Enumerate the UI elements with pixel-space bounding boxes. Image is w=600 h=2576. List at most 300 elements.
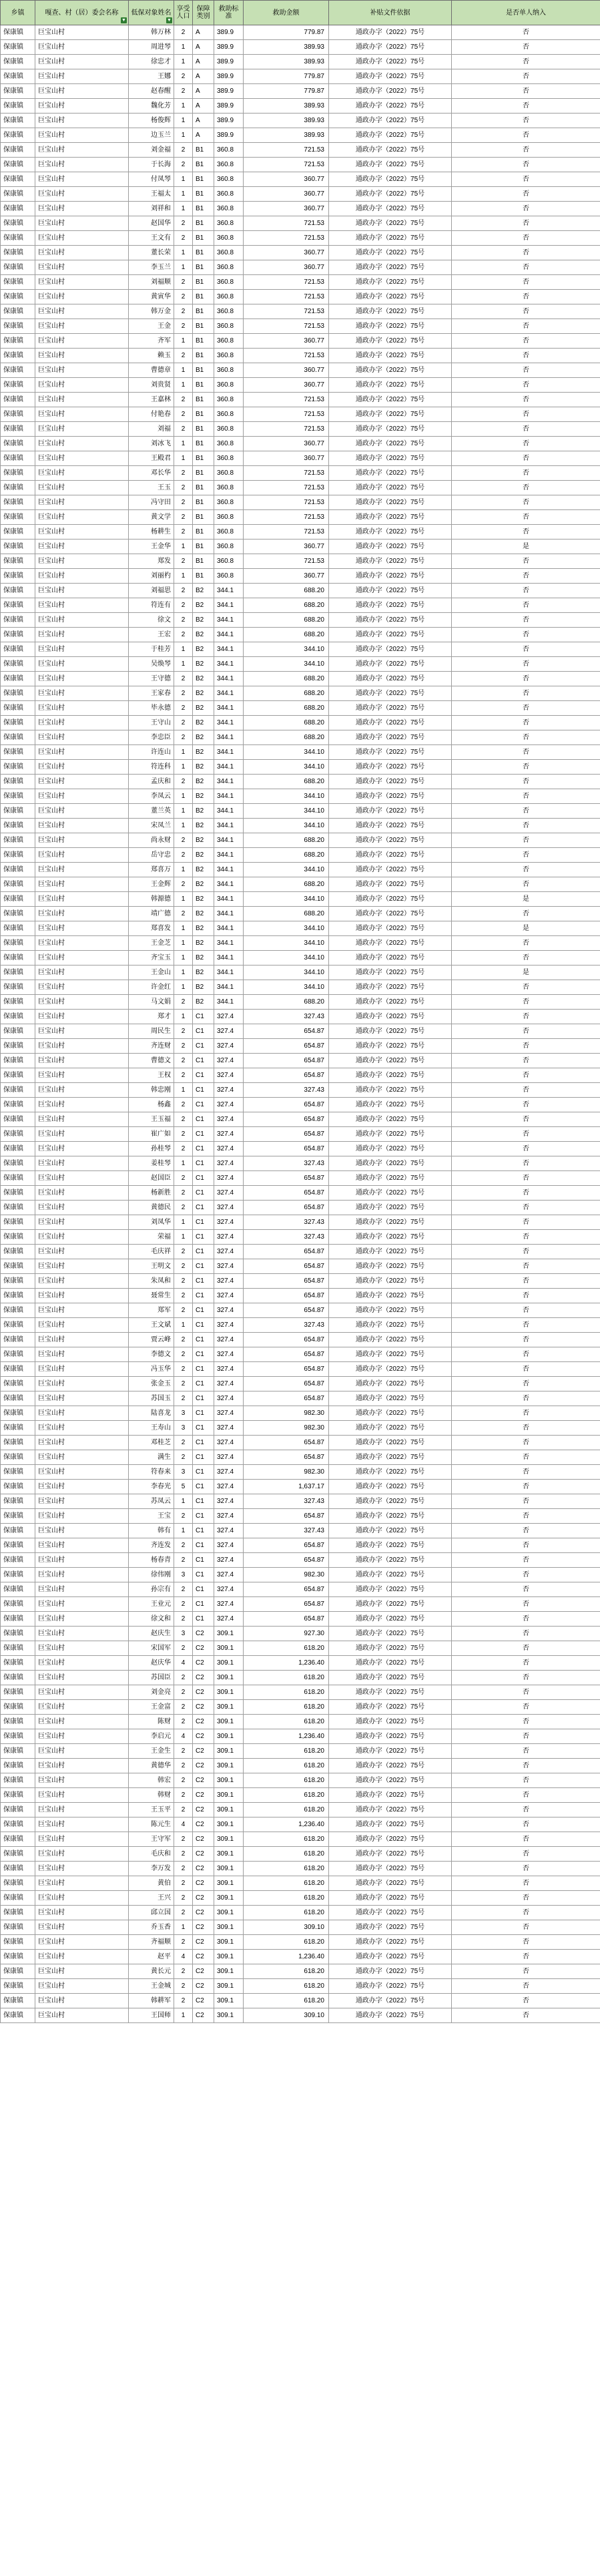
- amount-cell[interactable]: 344.10: [244, 789, 329, 804]
- single-cell[interactable]: 否: [452, 1201, 600, 1215]
- town-cell[interactable]: 保康镇: [1, 775, 35, 789]
- amount-cell[interactable]: 721.53: [244, 481, 329, 495]
- persons-cell[interactable]: 2: [174, 1391, 193, 1406]
- single-cell[interactable]: 否: [452, 1054, 600, 1068]
- basis-cell[interactable]: 通政办字（2022）75号: [329, 1230, 452, 1245]
- amount-cell[interactable]: 618.20: [244, 1641, 329, 1656]
- standard-cell[interactable]: 360.8: [214, 275, 244, 290]
- name-cell[interactable]: 周进琴: [129, 40, 174, 55]
- category-cell[interactable]: C2: [193, 1876, 214, 1891]
- persons-cell[interactable]: 2: [174, 1685, 193, 1700]
- single-cell[interactable]: 否: [452, 1347, 600, 1362]
- basis-cell[interactable]: 通政办字（2022）75号: [329, 275, 452, 290]
- town-cell[interactable]: 保康镇: [1, 231, 35, 246]
- town-cell[interactable]: 保康镇: [1, 716, 35, 730]
- single-cell[interactable]: 否: [452, 1494, 600, 1509]
- amount-cell[interactable]: 779.87: [244, 84, 329, 99]
- category-cell[interactable]: C1: [193, 1068, 214, 1083]
- standard-cell[interactable]: 309.1: [214, 1935, 244, 1950]
- town-cell[interactable]: 保康镇: [1, 363, 35, 378]
- amount-cell[interactable]: 654.87: [244, 1509, 329, 1524]
- village-cell[interactable]: 巨宝山村: [35, 1024, 129, 1039]
- amount-cell[interactable]: 654.87: [244, 1553, 329, 1568]
- header-amount[interactable]: [244, 1, 329, 25]
- basis-cell[interactable]: 通政办字（2022）75号: [329, 848, 452, 863]
- amount-cell[interactable]: 327.43: [244, 1318, 329, 1333]
- village-cell[interactable]: 巨宝山村: [35, 393, 129, 407]
- name-cell[interactable]: 毛庆祥: [129, 1245, 174, 1259]
- amount-cell[interactable]: 654.87: [244, 1333, 329, 1347]
- standard-cell[interactable]: 360.8: [214, 363, 244, 378]
- category-cell[interactable]: C1: [193, 1597, 214, 1612]
- village-cell[interactable]: 巨宝山村: [35, 1597, 129, 1612]
- town-cell[interactable]: 保康镇: [1, 540, 35, 554]
- standard-cell[interactable]: 327.4: [214, 1391, 244, 1406]
- basis-cell[interactable]: 通政办字（2022）75号: [329, 1391, 452, 1406]
- filter-icon[interactable]: ▼: [167, 18, 172, 23]
- town-cell[interactable]: 保康镇: [1, 628, 35, 642]
- single-cell[interactable]: 否: [452, 1788, 600, 1803]
- town-cell[interactable]: 保康镇: [1, 1406, 35, 1421]
- village-cell[interactable]: 巨宝山村: [35, 1465, 129, 1480]
- persons-cell[interactable]: 4: [174, 1950, 193, 1964]
- standard-cell[interactable]: 309.1: [214, 1994, 244, 2008]
- single-cell[interactable]: 否: [452, 1391, 600, 1406]
- town-cell[interactable]: 保康镇: [1, 187, 35, 202]
- persons-cell[interactable]: 1: [174, 2008, 193, 2023]
- standard-cell[interactable]: 389.9: [214, 84, 244, 99]
- town-cell[interactable]: 保康镇: [1, 1832, 35, 1847]
- name-cell[interactable]: 王文斌: [129, 1318, 174, 1333]
- persons-cell[interactable]: 2: [174, 1964, 193, 1979]
- village-cell[interactable]: 巨宝山村: [35, 1891, 129, 1906]
- village-cell[interactable]: 巨宝山村: [35, 349, 129, 363]
- persons-cell[interactable]: 1: [174, 114, 193, 128]
- single-cell[interactable]: 是: [452, 540, 600, 554]
- category-cell[interactable]: B1: [193, 172, 214, 187]
- single-cell[interactable]: 否: [452, 158, 600, 172]
- basis-cell[interactable]: 通政办字（2022）75号: [329, 1715, 452, 1729]
- name-cell[interactable]: 杨新胜: [129, 1186, 174, 1201]
- village-cell[interactable]: 巨宝山村: [35, 481, 129, 495]
- category-cell[interactable]: A: [193, 114, 214, 128]
- village-cell[interactable]: 巨宝山村: [35, 1671, 129, 1685]
- town-cell[interactable]: 保康镇: [1, 1142, 35, 1156]
- standard-cell[interactable]: 360.8: [214, 540, 244, 554]
- single-cell[interactable]: 否: [452, 1156, 600, 1171]
- town-cell[interactable]: 保康镇: [1, 1729, 35, 1744]
- amount-cell[interactable]: 618.20: [244, 1994, 329, 2008]
- basis-cell[interactable]: 通政办字（2022）75号: [329, 745, 452, 760]
- basis-cell[interactable]: 通政办字（2022）75号: [329, 1597, 452, 1612]
- basis-cell[interactable]: 通政办字（2022）75号: [329, 1098, 452, 1112]
- amount-cell[interactable]: 618.20: [244, 1891, 329, 1906]
- standard-cell[interactable]: 309.1: [214, 1832, 244, 1847]
- category-cell[interactable]: B1: [193, 349, 214, 363]
- persons-cell[interactable]: 2: [174, 1245, 193, 1259]
- standard-cell[interactable]: 344.1: [214, 863, 244, 877]
- village-cell[interactable]: 巨宝山村: [35, 1803, 129, 1817]
- basis-cell[interactable]: 通政办字（2022）75号: [329, 642, 452, 657]
- village-cell[interactable]: 巨宝山村: [35, 554, 129, 569]
- amount-cell[interactable]: 360.77: [244, 451, 329, 466]
- category-cell[interactable]: B2: [193, 789, 214, 804]
- persons-cell[interactable]: 2: [174, 1671, 193, 1685]
- single-cell[interactable]: 否: [452, 1935, 600, 1950]
- amount-cell[interactable]: 688.20: [244, 598, 329, 613]
- category-cell[interactable]: B1: [193, 466, 214, 481]
- persons-cell[interactable]: 1: [174, 921, 193, 936]
- name-cell[interactable]: 朱凤和: [129, 1274, 174, 1289]
- village-cell[interactable]: 巨宝山村: [35, 1112, 129, 1127]
- persons-cell[interactable]: 1: [174, 128, 193, 143]
- standard-cell[interactable]: 344.1: [214, 657, 244, 672]
- persons-cell[interactable]: 1: [174, 1083, 193, 1098]
- persons-cell[interactable]: 1: [174, 789, 193, 804]
- standard-cell[interactable]: 327.4: [214, 1553, 244, 1568]
- single-cell[interactable]: 否: [452, 819, 600, 833]
- village-cell[interactable]: 巨宝山村: [35, 1524, 129, 1538]
- category-cell[interactable]: C2: [193, 1627, 214, 1641]
- name-cell[interactable]: 王宏: [129, 628, 174, 642]
- village-cell[interactable]: 巨宝山村: [35, 1744, 129, 1759]
- basis-cell[interactable]: 通政办字（2022）75号: [329, 1920, 452, 1935]
- town-cell[interactable]: 保康镇: [1, 202, 35, 216]
- standard-cell[interactable]: 344.1: [214, 921, 244, 936]
- name-cell[interactable]: 刘福顺: [129, 275, 174, 290]
- village-cell[interactable]: 巨宝山村: [35, 202, 129, 216]
- town-cell[interactable]: 保康镇: [1, 613, 35, 628]
- category-cell[interactable]: A: [193, 25, 214, 40]
- amount-cell[interactable]: 688.20: [244, 686, 329, 701]
- persons-cell[interactable]: 2: [174, 1274, 193, 1289]
- persons-cell[interactable]: 2: [174, 1362, 193, 1377]
- basis-cell[interactable]: 通政办字（2022）75号: [329, 40, 452, 55]
- town-cell[interactable]: 保康镇: [1, 833, 35, 848]
- town-cell[interactable]: 保康镇: [1, 1773, 35, 1788]
- amount-cell[interactable]: 327.43: [244, 1010, 329, 1024]
- name-cell[interactable]: 王娜: [129, 69, 174, 84]
- village-cell[interactable]: 巨宝山村: [35, 334, 129, 349]
- village-cell[interactable]: 巨宝山村: [35, 1862, 129, 1876]
- single-cell[interactable]: 否: [452, 613, 600, 628]
- name-cell[interactable]: 赵国臣: [129, 1171, 174, 1186]
- amount-cell[interactable]: 654.87: [244, 1289, 329, 1303]
- single-cell[interactable]: 否: [452, 1303, 600, 1318]
- single-cell[interactable]: 否: [452, 863, 600, 877]
- single-cell[interactable]: 否: [452, 1700, 600, 1715]
- amount-cell[interactable]: 654.87: [244, 1142, 329, 1156]
- name-cell[interactable]: 杨鑫: [129, 1098, 174, 1112]
- name-cell[interactable]: 李启元: [129, 1729, 174, 1744]
- amount-cell[interactable]: 779.87: [244, 69, 329, 84]
- category-cell[interactable]: B1: [193, 393, 214, 407]
- name-cell[interactable]: 张金玉: [129, 1377, 174, 1391]
- amount-cell[interactable]: 360.77: [244, 172, 329, 187]
- name-cell[interactable]: 王权: [129, 1068, 174, 1083]
- village-cell[interactable]: 巨宝山村: [35, 598, 129, 613]
- town-cell[interactable]: 保康镇: [1, 877, 35, 892]
- single-cell[interactable]: 否: [452, 907, 600, 921]
- standard-cell[interactable]: 309.1: [214, 1891, 244, 1906]
- single-cell[interactable]: 否: [452, 40, 600, 55]
- village-cell[interactable]: 巨宝山村: [35, 1068, 129, 1083]
- basis-cell[interactable]: 通政办字（2022）75号: [329, 1950, 452, 1964]
- persons-cell[interactable]: 2: [174, 1803, 193, 1817]
- single-cell[interactable]: 否: [452, 1068, 600, 1083]
- amount-cell[interactable]: 654.87: [244, 1068, 329, 1083]
- persons-cell[interactable]: 2: [174, 422, 193, 437]
- village-cell[interactable]: 巨宝山村: [35, 1201, 129, 1215]
- name-cell[interactable]: 宋凤兰: [129, 819, 174, 833]
- header-category[interactable]: [193, 1, 214, 25]
- persons-cell[interactable]: 2: [174, 84, 193, 99]
- town-cell[interactable]: 保康镇: [1, 789, 35, 804]
- town-cell[interactable]: 保康镇: [1, 1274, 35, 1289]
- single-cell[interactable]: 否: [452, 554, 600, 569]
- category-cell[interactable]: B1: [193, 246, 214, 260]
- basis-cell[interactable]: 通政办字（2022）75号: [329, 1318, 452, 1333]
- single-cell[interactable]: 否: [452, 231, 600, 246]
- name-cell[interactable]: 徐文: [129, 613, 174, 628]
- town-cell[interactable]: 保康镇: [1, 642, 35, 657]
- standard-cell[interactable]: 360.8: [214, 304, 244, 319]
- name-cell[interactable]: 黄寅华: [129, 290, 174, 304]
- basis-cell[interactable]: 通政办字（2022）75号: [329, 1201, 452, 1215]
- name-cell[interactable]: 苏国臣: [129, 1671, 174, 1685]
- town-cell[interactable]: 保康镇: [1, 1024, 35, 1039]
- single-cell[interactable]: 否: [452, 99, 600, 114]
- category-cell[interactable]: B2: [193, 775, 214, 789]
- single-cell[interactable]: 否: [452, 642, 600, 657]
- header-village[interactable]: [35, 1, 129, 25]
- single-cell[interactable]: 否: [452, 730, 600, 745]
- filter-icon[interactable]: ▼: [121, 18, 126, 23]
- amount-cell[interactable]: 654.87: [244, 1245, 329, 1259]
- amount-cell[interactable]: 344.10: [244, 951, 329, 965]
- amount-cell[interactable]: 360.77: [244, 187, 329, 202]
- single-cell[interactable]: 否: [452, 69, 600, 84]
- town-cell[interactable]: 保康镇: [1, 378, 35, 393]
- town-cell[interactable]: 保康镇: [1, 1641, 35, 1656]
- village-cell[interactable]: 巨宝山村: [35, 1127, 129, 1142]
- category-cell[interactable]: B1: [193, 481, 214, 495]
- basis-cell[interactable]: 通政办字（2022）75号: [329, 114, 452, 128]
- basis-cell[interactable]: 通政办字（2022）75号: [329, 1054, 452, 1068]
- basis-cell[interactable]: 通政办字（2022）75号: [329, 819, 452, 833]
- name-cell[interactable]: 徐忠才: [129, 55, 174, 69]
- village-cell[interactable]: 巨宝山村: [35, 99, 129, 114]
- amount-cell[interactable]: 344.10: [244, 980, 329, 995]
- persons-cell[interactable]: 4: [174, 1729, 193, 1744]
- town-cell[interactable]: 保康镇: [1, 407, 35, 422]
- category-cell[interactable]: B1: [193, 260, 214, 275]
- category-cell[interactable]: C1: [193, 1509, 214, 1524]
- standard-cell[interactable]: 344.1: [214, 789, 244, 804]
- basis-cell[interactable]: 通政办字（2022）75号: [329, 231, 452, 246]
- standard-cell[interactable]: 344.1: [214, 980, 244, 995]
- standard-cell[interactable]: 360.8: [214, 437, 244, 451]
- single-cell[interactable]: 否: [452, 1832, 600, 1847]
- name-cell[interactable]: 王金城: [129, 1979, 174, 1994]
- village-cell[interactable]: 巨宝山村: [35, 172, 129, 187]
- single-cell[interactable]: 否: [452, 290, 600, 304]
- category-cell[interactable]: C2: [193, 1656, 214, 1671]
- category-cell[interactable]: B2: [193, 730, 214, 745]
- single-cell[interactable]: 否: [452, 275, 600, 290]
- name-cell[interactable]: 李德文: [129, 1347, 174, 1362]
- amount-cell[interactable]: 982.30: [244, 1406, 329, 1421]
- village-cell[interactable]: 巨宝山村: [35, 510, 129, 525]
- category-cell[interactable]: C1: [193, 1274, 214, 1289]
- amount-cell[interactable]: 618.20: [244, 1744, 329, 1759]
- amount-cell[interactable]: 688.20: [244, 848, 329, 863]
- persons-cell[interactable]: 2: [174, 907, 193, 921]
- single-cell[interactable]: 否: [452, 84, 600, 99]
- village-cell[interactable]: 巨宝山村: [35, 775, 129, 789]
- name-cell[interactable]: 苏凤云: [129, 1494, 174, 1509]
- category-cell[interactable]: C2: [193, 1832, 214, 1847]
- single-cell[interactable]: 否: [452, 1597, 600, 1612]
- persons-cell[interactable]: 2: [174, 584, 193, 598]
- basis-cell[interactable]: 通政办字（2022）75号: [329, 216, 452, 231]
- village-cell[interactable]: 巨宝山村: [35, 1582, 129, 1597]
- category-cell[interactable]: B1: [193, 378, 214, 393]
- standard-cell[interactable]: 327.4: [214, 1215, 244, 1230]
- standard-cell[interactable]: 327.4: [214, 1612, 244, 1627]
- amount-cell[interactable]: 654.87: [244, 1171, 329, 1186]
- standard-cell[interactable]: 327.4: [214, 1289, 244, 1303]
- category-cell[interactable]: B1: [193, 231, 214, 246]
- persons-cell[interactable]: 2: [174, 1347, 193, 1362]
- amount-cell[interactable]: 688.20: [244, 613, 329, 628]
- standard-cell[interactable]: 360.8: [214, 525, 244, 540]
- standard-cell[interactable]: 327.4: [214, 1509, 244, 1524]
- category-cell[interactable]: C1: [193, 1465, 214, 1480]
- name-cell[interactable]: 齐连发: [129, 1538, 174, 1553]
- single-cell[interactable]: 否: [452, 363, 600, 378]
- basis-cell[interactable]: 通政办字（2022）75号: [329, 760, 452, 775]
- name-cell[interactable]: 曹德文: [129, 1054, 174, 1068]
- basis-cell[interactable]: 通政办字（2022）75号: [329, 1068, 452, 1083]
- amount-cell[interactable]: 654.87: [244, 1391, 329, 1406]
- name-cell[interactable]: 乔玉香: [129, 1920, 174, 1935]
- persons-cell[interactable]: 2: [174, 216, 193, 231]
- standard-cell[interactable]: 327.4: [214, 1024, 244, 1039]
- persons-cell[interactable]: 2: [174, 1450, 193, 1465]
- town-cell[interactable]: 保康镇: [1, 1054, 35, 1068]
- village-cell[interactable]: 巨宝山村: [35, 1773, 129, 1788]
- basis-cell[interactable]: 通政办字（2022）75号: [329, 1480, 452, 1494]
- town-cell[interactable]: 保康镇: [1, 1847, 35, 1862]
- town-cell[interactable]: 保康镇: [1, 1039, 35, 1054]
- amount-cell[interactable]: 654.87: [244, 1186, 329, 1201]
- village-cell[interactable]: 巨宝山村: [35, 819, 129, 833]
- persons-cell[interactable]: 2: [174, 1509, 193, 1524]
- name-cell[interactable]: 赖玉: [129, 349, 174, 363]
- single-cell[interactable]: 否: [452, 1582, 600, 1597]
- basis-cell[interactable]: 通政办字（2022）75号: [329, 1538, 452, 1553]
- amount-cell[interactable]: 688.20: [244, 584, 329, 598]
- persons-cell[interactable]: 2: [174, 1436, 193, 1450]
- name-cell[interactable]: 杨俊辉: [129, 114, 174, 128]
- name-cell[interactable]: 于长海: [129, 158, 174, 172]
- village-cell[interactable]: 巨宝山村: [35, 1700, 129, 1715]
- persons-cell[interactable]: 2: [174, 1862, 193, 1876]
- persons-cell[interactable]: 2: [174, 672, 193, 686]
- town-cell[interactable]: 保康镇: [1, 1612, 35, 1627]
- single-cell[interactable]: 否: [452, 1641, 600, 1656]
- amount-cell[interactable]: 344.10: [244, 804, 329, 819]
- persons-cell[interactable]: 2: [174, 525, 193, 540]
- amount-cell[interactable]: 688.20: [244, 877, 329, 892]
- standard-cell[interactable]: 360.8: [214, 187, 244, 202]
- category-cell[interactable]: B1: [193, 304, 214, 319]
- persons-cell[interactable]: 1: [174, 569, 193, 584]
- name-cell[interactable]: 黄德华: [129, 1759, 174, 1773]
- village-cell[interactable]: 巨宝山村: [35, 804, 129, 819]
- amount-cell[interactable]: 344.10: [244, 819, 329, 833]
- amount-cell[interactable]: 389.93: [244, 128, 329, 143]
- single-cell[interactable]: 否: [452, 437, 600, 451]
- basis-cell[interactable]: 通政办字（2022）75号: [329, 1289, 452, 1303]
- amount-cell[interactable]: 721.53: [244, 510, 329, 525]
- category-cell[interactable]: B2: [193, 833, 214, 848]
- standard-cell[interactable]: 344.1: [214, 716, 244, 730]
- basis-cell[interactable]: 通政办字（2022）75号: [329, 495, 452, 510]
- persons-cell[interactable]: 2: [174, 995, 193, 1010]
- single-cell[interactable]: 否: [452, 686, 600, 701]
- amount-cell[interactable]: 721.53: [244, 554, 329, 569]
- basis-cell[interactable]: 通政办字（2022）75号: [329, 451, 452, 466]
- amount-cell[interactable]: 654.87: [244, 1597, 329, 1612]
- village-cell[interactable]: 巨宝山村: [35, 84, 129, 99]
- persons-cell[interactable]: 2: [174, 1024, 193, 1039]
- basis-cell[interactable]: 通政办字（2022）75号: [329, 789, 452, 804]
- basis-cell[interactable]: 通政办字（2022）75号: [329, 1436, 452, 1450]
- category-cell[interactable]: B1: [193, 451, 214, 466]
- single-cell[interactable]: 否: [452, 202, 600, 216]
- basis-cell[interactable]: 通政办字（2022）75号: [329, 540, 452, 554]
- name-cell[interactable]: 赵庆华: [129, 1656, 174, 1671]
- category-cell[interactable]: C2: [193, 1803, 214, 1817]
- basis-cell[interactable]: 通政办字（2022）75号: [329, 1832, 452, 1847]
- name-cell[interactable]: 马文娟: [129, 995, 174, 1010]
- persons-cell[interactable]: 2: [174, 1303, 193, 1318]
- village-cell[interactable]: 巨宝山村: [35, 363, 129, 378]
- village-cell[interactable]: 巨宝山村: [35, 1245, 129, 1259]
- amount-cell[interactable]: 618.20: [244, 1862, 329, 1876]
- category-cell[interactable]: B1: [193, 569, 214, 584]
- single-cell[interactable]: 否: [452, 789, 600, 804]
- category-cell[interactable]: C2: [193, 1671, 214, 1685]
- name-cell[interactable]: 符连有: [129, 598, 174, 613]
- amount-cell[interactable]: 327.43: [244, 1524, 329, 1538]
- amount-cell[interactable]: 654.87: [244, 1347, 329, 1362]
- town-cell[interactable]: 保康镇: [1, 1127, 35, 1142]
- amount-cell[interactable]: 618.20: [244, 1700, 329, 1715]
- amount-cell[interactable]: 721.53: [244, 319, 329, 334]
- village-cell[interactable]: 巨宝山村: [35, 187, 129, 202]
- persons-cell[interactable]: 1: [174, 936, 193, 951]
- standard-cell[interactable]: 309.1: [214, 1803, 244, 1817]
- category-cell[interactable]: B2: [193, 657, 214, 672]
- category-cell[interactable]: B2: [193, 951, 214, 965]
- town-cell[interactable]: 保康镇: [1, 584, 35, 598]
- single-cell[interactable]: 否: [452, 187, 600, 202]
- town-cell[interactable]: 保康镇: [1, 804, 35, 819]
- standard-cell[interactable]: 309.1: [214, 1671, 244, 1685]
